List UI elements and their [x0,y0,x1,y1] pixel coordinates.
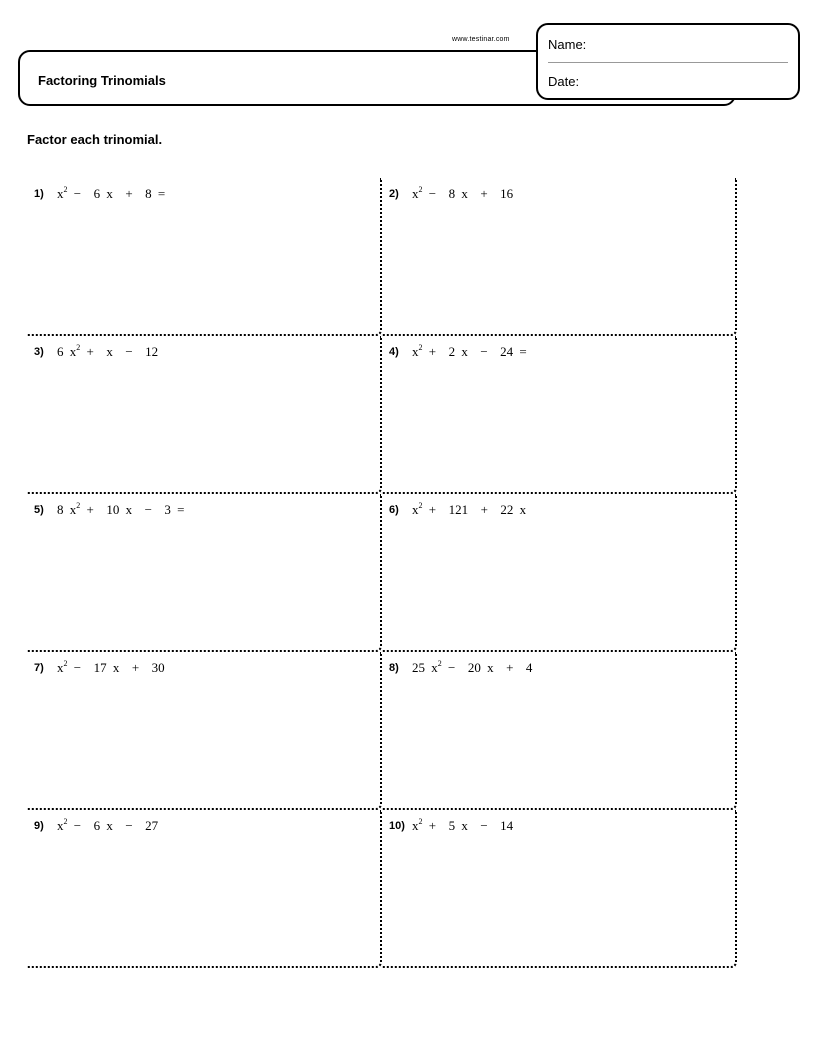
problem-expression: $x^2 + 2$ x − 24 = [412,343,527,359]
problem-cell [27,336,382,494]
problem-cell [27,652,382,810]
problem-expression: $x^2 - 17$ x + 30 [57,659,165,675]
name-date-box [536,23,800,100]
problem-expression: 8 $x^2 + 10$ x − 3 = [57,501,185,517]
problem-number: 3) [34,346,44,358]
problem-expression: $x^2 - 6$ x + 8 = [57,185,166,201]
problem-number: 6) [389,504,399,516]
problem-expression: 25 $x^2 - 20$ x + 4 [412,659,533,675]
problem-cell [27,810,382,968]
problem-cell [382,810,737,968]
name-divider [548,62,788,63]
problem-number: 9) [34,820,44,832]
problem-number: 10) [389,820,405,832]
problem-cell [27,178,382,336]
name-label: Name: [548,37,587,52]
problem-cell [27,494,382,652]
problem-expression: $x^2 + 121 + 22$ x [412,501,527,517]
website-url: www.testinar.com [452,36,510,43]
problem-number: 1) [34,188,44,200]
problem-number: 5) [34,504,44,516]
problem-number: 4) [389,346,399,358]
instructions: Factor each trinomial. [27,132,163,147]
problem-expression: $x^2 + 5$ x − 14 [412,817,514,833]
problem-cell [382,494,737,652]
problem-expression: 6 $x^2 + x - 12$ [57,343,159,359]
problem-expression: $x^2 - 8$ x + 16 [412,185,514,201]
problem-cell [382,652,737,810]
problem-grid [27,178,737,968]
date-label: Date: [548,74,580,89]
problem-cell [382,178,737,336]
worksheet-title: Factoring Trinomials [38,73,166,88]
problem-number: 2) [389,188,399,200]
problem-number: 8) [389,662,399,674]
problem-number: 7) [34,662,44,674]
problem-cell [382,336,737,494]
problem-expression: $x^2 - 6$ x − 27 [57,817,159,833]
